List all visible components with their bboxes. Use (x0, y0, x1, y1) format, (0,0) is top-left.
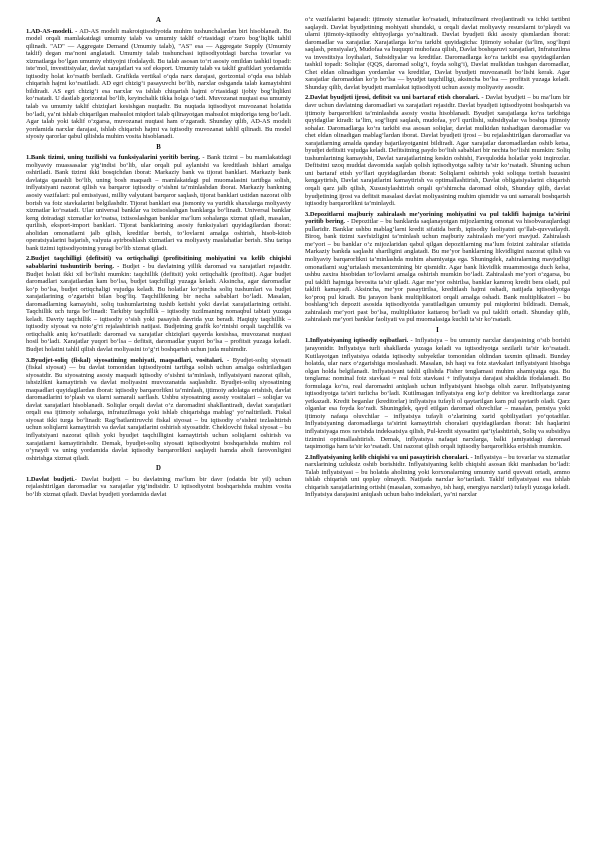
paragraph-heading: 1.AD-AS-modeli. (26, 27, 73, 35)
paragraph-budget-deficit (26, 255, 291, 353)
paragraph-body: - Byudjet-soliq siyosati (fiskal siyosat) — bu davlat tomonidan iqtisodiyotni tartibga solish uchun amalga oshiriladigan siyosatdir. Bu siyosatning asosiy maqsadi iqtisodiy o‘sishni ta’minlash, inflyatsiyani nazorat qilish, ishsizlikni kamaytirish va davlat moliyasini muvozanatda saqlashdir. Byudjet-soliq siyosatining maqsadlari quyidagilardan iborat: iqtisodiy barqarorlikni ta’minlash, ijtimoiy adolatga erishish, davlat daromadlarini to‘plash va ularni samarali sarflash. Ushbu siyosatning asosiy vositalari – soliqlar va davlat xarajatlari hisoblanadi. Soliqlar orqali davlat o‘z daromadini shakllantiradi, davlat xarajatlari orqali esa ijtimoiy sohalarga, infratuzilmaga yoki ishlab chiqarishga mablag‘ yo‘naltiriladi. Fiskal siyosat ikki turga bo‘linadi: Rag‘batlantiruvchi fiskal siyosat – bu iqtisodiy o‘sishni tezlashtirish uchun soliqlarni kamaytirish va davlat xarajatlarini oshirish siyosatidir. Cheklovchi fiskal siyosat – bu inflyatsiyani nazorat qilish yoki byudjet taqchilligini kamaytirish uchun soliqlarni oshirish va xarajatlarni kamaytirishdir. Demak, byudjet-soliq siyosati iqtisodiyotni boshqarishda muhim rol o‘ynaydi va uning yordamida davlat iqtisodiy barqarorlikni saqlaydi hamda aholi farovonligini oshirishga xizmat qiladi. (26, 356, 291, 462)
paragraph-body: - AD-AS modeli makroiqtisodiyotda muhim tushunchalardan biri hisoblanadi. Bu model orqali mamlakatdagi umumiy talab va umumiy taklif o‘rtasidagi o‘zaro bog‘liqlik tahlil qilinadi. "AD" — Aggregate Demand (Umumiy talab), "AS" esa — Aggregate Supply (Umumiy taklif) degan ma’noni anglatadi. Umumiy talab tushunchasi iqtisodiyotdagi barcha tovarlar va xizmatlarga bo‘lgan umumiy ehtiyojni ifodalaydi. Bu talab asosan to‘rt asosiy omildan tashkil topadi: iste’mol, investitsiyalar, davlat xarajatlari va sof eksport. Umumiy talab va taklif grafiklari yordamida iqtisodiy holat ko‘rsatib beriladi. Grafikda vertikal o‘qda narx darajasi, gorizontal o‘qda esa ishlab chiqarish hajmi ko‘rsatiladi. AD egri chizig‘i pasayuvchi bo‘lib, narxlar oshganda talab kamayishini bildiradi. AS egri chizig‘i esa narxlar va ishlab chiqarish hajmi o‘rtasidagi ijobiy bog‘liqlikni ko‘rsatadi. U dastlab gorizontal bo‘lib, keyinchalik tikka holga o‘tadi. Muvozanat nuqtasi esa umumiy talab va umumiy taklif chiziqlari kesishgan nuqtadir. Bu nuqtada iqtisodiyot muvozanat holatida bo‘ladi, ya’ni ishlab chiqarilgan mahsulot miqdori talab qilinayotgan mahsulot miqdoriga teng bo‘ladi. Agar talab yoki taklif o‘zgarsa, muvozanat nuqtasi ham o‘zgaradi. Shunday qilib, AD-AS modeli yordamida narxlar darajasi, ishlab chiqarish hajmi va iqtisodiy muvozanat tahlil qilinadi. Bu model siyosiy qarorlar qabul qilishda muhim vosita hisoblanadi. (26, 27, 291, 141)
paragraph-bank-system (26, 154, 291, 252)
paragraph-body: - Davlat byudjeti – bu ma’lum bir davr uchun davlatning daromadlari va xarajatlari rejasidir. Davlat byudjeti iqtisodiyotni boshqarish va ijtimoiy barqarorlikni ta’minlashda asosiy vosita hisoblanadi. Byudjet xarajatlarga ko‘ra tarkibiga quyidagilar kiradi: ta’lim, sog‘liqni saqlash, mudofaa, yo‘l qurilishi, subsidiyalar va boshqa ijtimoiy sohalar. Daromadlarga ko‘ra tarkibi esa asosan soliqlar, davlat mulkidan tushadigan daromadlar va chet eldan olinadigan mablag‘lardan iborat. Davlat byudjeti ijrosi – bu rejalashtirilgan daromadlar va xarajatlarning amalda qanday bajarilayotganini bildiradi. Agar xarajatlar daromadlardan oshib ketsa, byudjet defitsiti vujudga keladi. Defitsitning paydo bo‘lish sabablari bir nechta bo‘lishi mumkin: Soliq tushumlarining kamayishi, Davlat xarajatlarining keskin oshishi, Favqulodda holatlar yoki inqirozlar. Defitsitni uzoq muddat davomida saqlab qolish iqtisodiyotga salbiy ta’sir ko‘rsatadi. Shuning uchun uni bartaraf etish yo‘llari quyidagilardan iborat: Soliqlarni oshirish yoki soliqqa tortish bazasini kengaytirish, Davlat xarajatlarini kamaytirish va optimallashtirish, Davlat obligatsiyalarini chiqarish orqali qarz jalb qilish, Xususiylashtirish orqali qo‘shimcha daromad olish, Shunday qilib, davlat byudjetining ijrosi va defitsit masalasi davlat moliyasining muhim qismidir va uni samarali boshqarish iqtisodiy barqarorlikni ta’minlaydi. (305, 94, 570, 208)
paragraph-heading: 1.Inflyatsiyaning iqtisodiy oqibatlari. (305, 337, 409, 345)
paragraph-body: - Inflyatsiya – bu tovarlar va xizmatlar narxlarining uzluksiz oshib borishidir. Inflyatsiyaning kelib chiqishi asosan ikki manbadan bo‘ladi: Talab inflyatsiyasi – bu holatda aholining yoki korxonalarning umumiy xarid quvvati ortadi, ammo ishlab chiqarish uni qoplay olmaydi. Natijada narxlar ko‘tariladi. Taklif inflyatsiyasi esa ishlab chiqarish xarajatlarining ortishi (masalan, xomashyo, ish haqi, energiya narxlari) tufayli yuzaga keladi. Inflyatsiya darajasini aniqlash uchun baho indekslari, ya’ni narxlar (305, 453, 570, 499)
section-letter-a: A (156, 17, 161, 24)
paragraph-body: - Budjet - bu davlatning yillik daromad va xarajatlari rejasidir. Budjet holati ikki xil bo‘lishi mumkin: taqchillik (defitsit) yoki ortiqchalik (profitsit). Agar budjet daromadlari xarajatlardan kam bo‘lsa, budjet taqchilligi yuzaga keladi. Aksincha, agar daromadlar ko‘p bo‘lsa, budjet ortiqchaligi vujudga keladi. Bu holatlar ko‘pincha soliq tushumlari va budjet xarajatlarining o‘zgarishi bilan bog‘liq. Taqchillikning bir necha sabablari bo‘ladi. Masalan, daromadlarning kamayishi, soliq tushumlarining tushib ketishi yoki davlat xarajatlarining ortishi. Taqchillik uch turga bo‘linadi: Tarkibiy taqchillik – iqtisodiy tuzilmaning nomaqbul tabiati yuzaga keladi. Davriy taqchillik – iqtisodiy o‘sish yoki pasayish davrida yuz beradi. Haqiqiy taqchillik – iqtisodiy siyosat va noto‘g‘ri rejalashtirish natijasi. Budjetning grafik ko‘rinishi orqali taqchillik va ortiqchalik aniq ko‘rsatiladi: daromad va xarajatlar chiziqlari qayerda kesishsa, muvozanat nuqtasi hosil bo‘ladi. Xarajatlar yuqori bo‘lsa – defitsit, daromadlar yuqori bo‘lsa – profitsit yuzaga keladi. Budjet holatini tahlil qilish davlat moliyasini to‘g‘ri boshqarish uchun juda muhimdir. (26, 262, 291, 353)
paragraph-inflation-consequences (305, 337, 570, 450)
paragraph-reserve-requirement (305, 211, 570, 324)
paragraph-heading: 2.Budjet taqchilligi (defitsiti) va ortiqchaligi (profitsitining mohiyatini va kelib chiqishi sabablarini tushuntirib bering. (26, 255, 291, 270)
paragraph-budget-execution (305, 94, 570, 207)
section-letter-i: I (436, 326, 439, 334)
paragraph-heading: 1.Bank tizimi, uning tuzilishi va funksiyalarini yoritib bering. (26, 154, 201, 162)
paragraph-body: - Inflyatsiya – bu umumiy narxlar darajasining o‘sib borishi jarayonidir. Inflyatsiya turli shakllarda yuzaga keladi va iqtisodiyotga sezilarli ta’sir ko‘rsatadi. Kutilayotgan inflyatsiya odatda iqtisodiy subyektlar tomonidan oldindan taxmin qilinadi. Bunday holatda, ular narx o‘zgarishiga moslashadi. Masalan, ish haqi va foiz stavkalari inflyatsiyani hisobga olgan holda belgilanadi. Inflyatsiyani tahlil qilishda Fisher tenglamasi muhim ahamiyatga ega. Bu tenglama: nominal foiz stavkasi = real foiz stavkasi + inflyatsiya darajasi shaklida ifodalanadi. Bu formulaga ko‘ra, real daromadni aniqlash uchun inflyatsiyani hisobga olish zarur. Inflyatsiyaning iqtisodiyotga ta’siri turlicha bo‘ladi. Kutilmagan inflyatsiya eng ko‘p debitor va kreditorlarga zarar yetkazadi. Kredit beganlar (kreditorlar) inflyatsiya tufayli ol qaytarilgan kam pul qaytarib oladi. Qarz olganlar esa foyda ko‘radi. Shuningdek, qayd etilgan daromad oluvchilar – masalan, pensiya yoki ijtimoiy nafaqa oluvchilar – inflyatsiya tufayli o‘zlarining xarid qobiliyatlari yo‘qotadilar. Inflyatsiyaning daromadlarga ta’sirini kamaytirish choralari quyidagilardan iborat: Ish haqlarini inflyatsiyaga mos ravishda indeksatsiya qilish, Pul-kredit siyosatini qat’iylashtirish, Soliq va subsidiya tizimini optimallashtirish. Demak, inflyatsiya nafaqat narxlarga, balki jamiyatdagi daromad taqsimotiga ham ta’sir ko‘rsatadi. Uni nazorat qilish orqali iqtisodiy barqarorlikka erishish mumkin. (305, 337, 570, 451)
left-column (26, 16, 291, 830)
section-letter-b: B (156, 143, 161, 151)
paragraph-body: - Depozitlar – bu banklarda saqlanayotgan mijozlarning omonat va hisobvaraqlardagi pullaridir. Banklar ushbu mablag‘larni kredit sifatida berib, iqtisodiy faoliyatni qo‘llab-quvvatlaydi. Biroq, bank tizimi xavfsizligini ta’minlash uchun majburiy zahiralash me’yori mavjud. Zahiralash me’yori – bu banklar o‘z mijozlaridan qabul qilgan depozitlarning ma’lum foizini zahiralar sifatida Markaziy bankda saqlashi shartligini anglatadi. Bu me’yor banklarning likvidligini nazorat qilish va moliyaviy barqarorlikni ta’minlashda muhim ahamiyatga ega. Shuningdek, zahiralarning mavjudligi omonatlarni sug‘urtalash mexanizmining bir qismidir. Agar bank likvidlik muammosiga duch kelsa, ushbu zaxira hisobidan to‘lovlarni amalga oshirish mumkin bo‘ladi. Zahiralash me’yori o‘zgarsa, bu pul taklifi hajmiga bevosita ta’sir qiladi. Agar me’yor oshirilsa, banklar kamroq kredit bera oladi, pul taklifi kamayadi. Aksincha, me’yor pasaytirilsa, kreditlash hajmi oshadi, natijada iqtisodiyotga ko‘proq pul kiradi. Bu jarayon bank multiplikatori orqali amalga oshadi. Bank multiplikatori – bu boshlang‘ich depozit asosida iqtisodiyotda yaratiladigan umumiy pul miqdorini bildiradi. Demak, zahiralash me’yori past bo‘lsa, multiplikator kattaroq bo‘ladi va pul taklifi ortadi. Shunday qilib, zahiralash me’yori banklar faoliyati va pul muomalasiga kuchli ta’sir ko‘rsatadi. (305, 218, 570, 324)
paragraph-body: - Davlat budjeti – bu davlatning ma’lum bir davr (odatda bir yil) uchun rejalashtirilgan daromadlar va xarajatlar yig‘indisidir. U iqtisodiyotni boshqarishda muhim vosita bo‘lib xizmat qiladi. Davlat byudjeti yordamida davlat (26, 475, 291, 498)
paragraph-body: - Bank tizimi – bu mamlakatdagi moliyaviy muassasalar yig‘indisi bo‘lib, ular orqali pul aylanishi va kreditlash ishlari amalga oshiriladi. Bank tizimi ikki bosqichdan iborat: Markaziy bank va tijorat banklari. Markaziy bank davlatga qarashli bo‘lib, uning bosh maqsadi – mamlakatdagi pul muomalasini tartibga solish, inflyatsiyani nazorat qilish va barqaror iqtisodiy o‘sishni ta’minlashdan iborat. Markaziy bankning asosiy vazifalari: pul emissiyasi, milliy valyutani barqaror saqlash, tijorat banklari ustidan nazorat olib borish va foiz stavkalarini belgilashdir. Tijorat banklari esa jismoniy va yuridik shaxslarga moliyaviy xizmatlar ko‘rsatadi. Ular universal banklar va ixtisoslashgan banklarga bo‘linadi. Universal banklar keng doiradagi xizmatlar ko‘rsatsa, ixtisoslashgan banklar ma’lum sohalarga xizmat qiladi, masalan, qurilish, eksport-import banklari. Tijorat banklarining asosiy funksiyalari quyidagilardan iborat: aholidan omonatlarni jalb qilish, kreditlar berish, to‘lovlarni amalga oshirish, hisob-kitob operatsiyalarini bajarish, valyuta ayirboshlash xizmatlari va moliyaviy maslahatlar berish. Shu tariqa bank tizimi iqtisodiyotning yuragi bo‘lib xizmat qiladi. (26, 154, 291, 252)
right-column (305, 16, 570, 830)
paragraph-fiscal-policy (26, 357, 291, 463)
paragraph-heading: 3.Byudjet-soliq (fiskal) siyosatining mohiyati, maqsadlari, vositalari. (26, 356, 224, 364)
paragraph-inflation-causes (305, 454, 570, 499)
section-letter-d: D (156, 465, 161, 473)
paragraph-heading: 3.Depozitlarni majburiy zahiralash me’yorining mohiyatini va pul taklifi hajmiga ta’sirini yoritib bering. (305, 210, 570, 226)
paragraph-state-budget (26, 476, 291, 499)
paragraph-heading: 2.Inflyatsiyaning kelib chiqishi va uni pasaytirish choralari. (305, 453, 469, 461)
paragraph-heading: 1.Davlat budjeti. (26, 475, 75, 483)
paragraph-ad-as-model (26, 28, 291, 141)
paragraph-heading: 2.Davlat byudjeti ijrosi, defitsit va uni bartaraf etish choralari. (305, 94, 480, 102)
paragraph-state-budget-continued: o‘z vazifalarini bajaradi: ijtimoiy xizmatlar ko‘rsatadi, infratuzilmani rivojlantiradi va ichki tartibni saqlaydi. Davlat byudjetining mohiyati shundaki, u orqali davlat moliyaviy resurslarni to‘playdi va ularni ijtimoiy-iqtisodiy ehtiyojlarga yo‘naltiradi. Davlat byudjeti ikki asosiy qismlardan iborat: daromadlar va xarajatlar. Xarajatlarga ko‘ra tarkibi quyidagicha: Ijtimoiy sohalar (ta’lim, sog‘liqni saqlash, pensiyalar), Mudofaa va huquqni muhofaza qilish, Davlat boshqaruvi xarajatlari, Infratuzilma va investitsiya loyihalari, Subsidiyalar va kreditlar. Daromadlarga ko‘ra tarkibi esa quyidagilardan tashkil topadi: Soliqlar (QQS, daromad solig‘i, foyda solig‘i), Davlat mulkidan tushgan daromadlar, Chet eldan olinadigan yordamlar va kreditlar, Davlat byudjeti muvozanatli bo‘lishi kerak. Agar xarajatlar daromaddan ko‘p bo‘lsa — byudjet taqchilligi, aksincha bo‘lsa — profitsit yuzaga keladi. Shunday qilib, davlat byudjeti mamlakat iqtisodiyoti uchun asosiy moliyaviy asosdir. (305, 16, 570, 91)
